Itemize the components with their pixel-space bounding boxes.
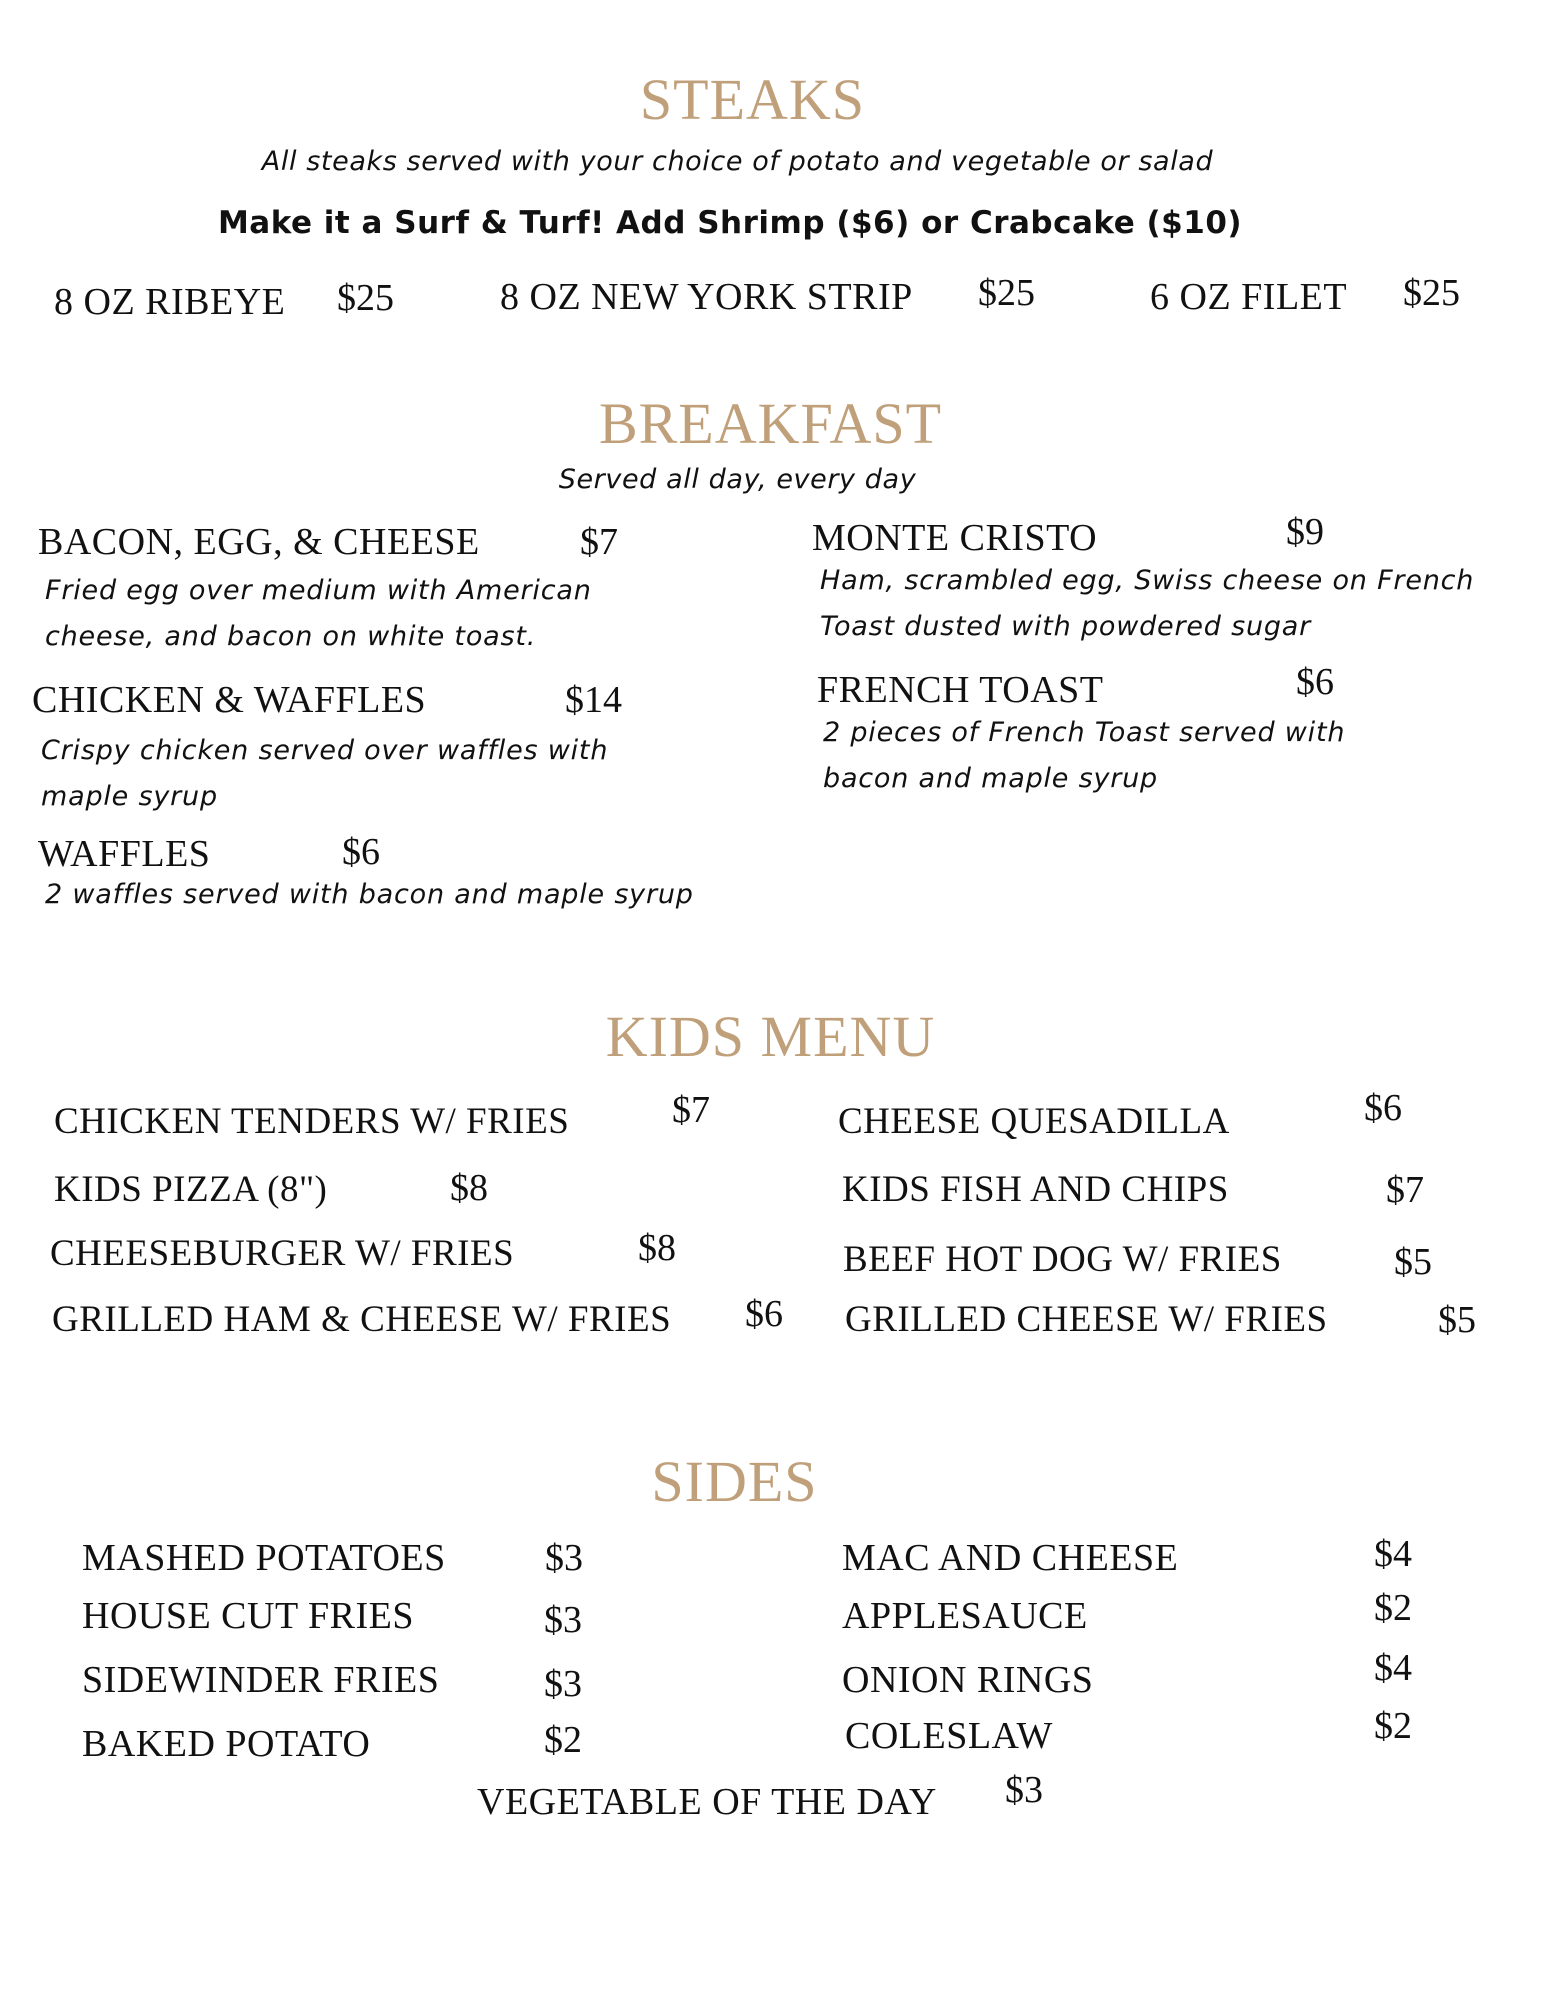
menu-item-price: $5 bbox=[1394, 1241, 1432, 1283]
menu-item-name: KIDS FISH AND CHIPS bbox=[842, 1169, 1229, 1210]
menu-item-description: Fried egg over medium with American cheese, and bacon on white toast. bbox=[45, 575, 592, 652]
menu-item-name: CHICKEN TENDERS W/ FRIES bbox=[54, 1101, 570, 1142]
menu-item-name: BACON, EGG, & CHEESE bbox=[38, 521, 480, 563]
section-title-steaks: STEAKS bbox=[639, 67, 866, 132]
menu-item-description: 2 waffles served with bacon and maple syrup bbox=[45, 879, 694, 910]
menu-item-name: CHEESE QUESADILLA bbox=[838, 1101, 1230, 1142]
menu-item-name: CHEESEBURGER W/ FRIES bbox=[50, 1233, 515, 1274]
menu-item-name: 6 OZ FILET bbox=[1150, 276, 1348, 318]
steaks-subtitle: All steaks served with your choice of potato and vegetable or salad bbox=[261, 146, 1214, 177]
menu-item-name: BEEF HOT DOG W/ FRIES bbox=[843, 1239, 1282, 1280]
menu-item-price: $2 bbox=[1374, 1705, 1412, 1747]
menu-item-name: 8 OZ NEW YORK STRIP bbox=[500, 276, 913, 318]
steaks-promo: Make it a Surf & Turf! Add Shrimp ($6) or Crabcake ($10) bbox=[217, 205, 1243, 241]
menu-item-price: $6 bbox=[1296, 661, 1334, 703]
menu-item-description: Crispy chicken served over waffles with maple syrup bbox=[41, 735, 609, 812]
section-title-breakfast: BREAKFAST bbox=[598, 391, 943, 456]
menu-item-name: GRILLED CHEESE W/ FRIES bbox=[845, 1299, 1328, 1340]
breakfast-subtitle: Served all day, every day bbox=[558, 464, 917, 495]
menu-item-name: APPLESAUCE bbox=[842, 1595, 1088, 1637]
menu-item-name: VEGETABLE OF THE DAY bbox=[477, 1781, 937, 1823]
menu-item-price: $14 bbox=[565, 679, 622, 721]
menu-item-price: $25 bbox=[337, 277, 394, 319]
menu-item-description: 2 pieces of French Toast served with bacon and maple syrup bbox=[823, 717, 1346, 794]
menu-item-price: $2 bbox=[544, 1719, 582, 1761]
menu-item-price: $3 bbox=[1005, 1769, 1043, 1811]
menu-item-price: $6 bbox=[1364, 1087, 1402, 1129]
menu-item-price: $7 bbox=[580, 521, 618, 563]
menu-item-price: $8 bbox=[450, 1167, 488, 1209]
menu-item-price: $3 bbox=[544, 1663, 582, 1705]
menu-item-price: $3 bbox=[545, 1537, 583, 1579]
menu-item-price: $2 bbox=[1374, 1587, 1412, 1629]
menu-item-name: COLESLAW bbox=[845, 1715, 1053, 1757]
menu-item-name: WAFFLES bbox=[38, 833, 211, 875]
menu-item-name: GRILLED HAM & CHEESE W/ FRIES bbox=[52, 1299, 672, 1340]
menu-item-price: $3 bbox=[544, 1599, 582, 1641]
menu-item-price: $8 bbox=[638, 1227, 676, 1269]
menu-item-name: BAKED POTATO bbox=[82, 1723, 371, 1765]
section-title-kids-menu: KIDS MENU bbox=[605, 1004, 936, 1069]
menu-item-name: ONION RINGS bbox=[842, 1659, 1094, 1701]
menu-item-price: $6 bbox=[342, 831, 380, 873]
menu-item-name: FRENCH TOAST bbox=[817, 669, 1104, 711]
menu-item-price: $6 bbox=[745, 1293, 783, 1335]
section-title-sides: SIDES bbox=[651, 1449, 818, 1514]
menu-item-price: $5 bbox=[1438, 1299, 1476, 1341]
menu-item-price: $4 bbox=[1374, 1647, 1412, 1689]
menu-item-name: HOUSE CUT FRIES bbox=[82, 1595, 414, 1637]
menu-item-name: 8 OZ RIBEYE bbox=[54, 281, 286, 323]
menu-item-price: $4 bbox=[1374, 1533, 1412, 1575]
menu-item-description: Ham, scrambled egg, Swiss cheese on French Toast dusted with powdered sugar bbox=[820, 565, 1475, 642]
menu-item-price: $25 bbox=[1403, 272, 1460, 314]
menu-item-name: KIDS PIZZA (8") bbox=[54, 1169, 328, 1210]
menu-item-price: $7 bbox=[672, 1089, 710, 1131]
menu-item-name: CHICKEN & WAFFLES bbox=[32, 679, 427, 721]
menu-item-name: SIDEWINDER FRIES bbox=[82, 1659, 440, 1701]
menu-item-price: $7 bbox=[1386, 1169, 1424, 1211]
menu-item-name: MONTE CRISTO bbox=[812, 517, 1098, 559]
menu-item-price: $9 bbox=[1286, 511, 1324, 553]
menu-item-name: MASHED POTATOES bbox=[82, 1537, 446, 1579]
menu-item-price: $25 bbox=[978, 272, 1035, 314]
menu-item-name: MAC AND CHEESE bbox=[842, 1537, 1179, 1579]
